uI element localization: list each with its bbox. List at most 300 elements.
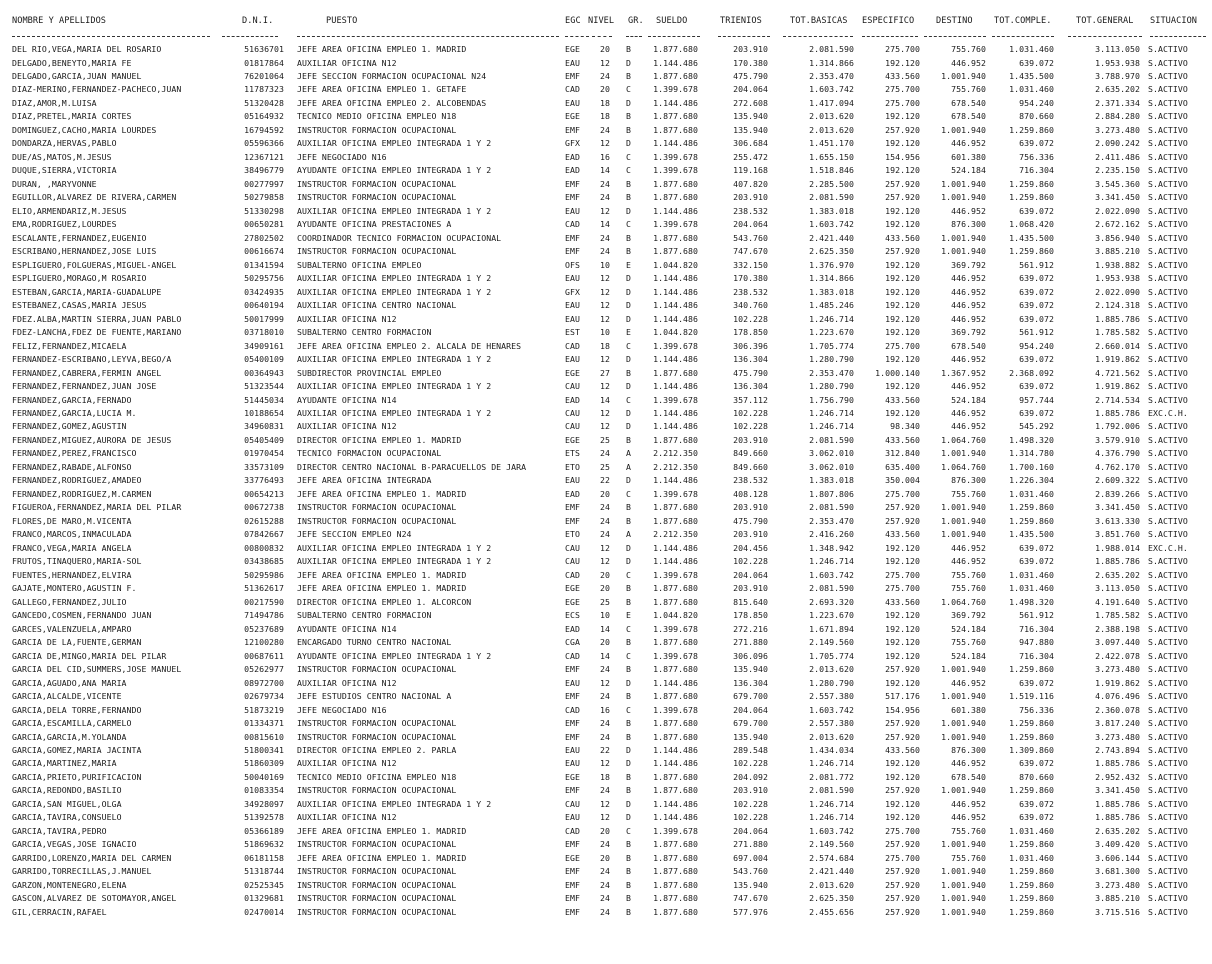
cell-tot-basicas: 1.603.742: [809, 704, 854, 715]
cell-tot-basicas: 1.246.714: [809, 408, 854, 418]
cell-grupo: B: [626, 866, 631, 877]
cell-dni: 33776493: [244, 475, 284, 486]
cell-especifico: 192.120: [885, 138, 920, 149]
cell-grupo: D: [626, 408, 631, 418]
cell-destino: 755.760: [951, 825, 986, 836]
cell-especifico: 257.920: [885, 866, 920, 877]
cell-tot-general: 3.817.240: [1095, 718, 1140, 728]
cell-grupo: E: [626, 610, 631, 621]
cell-nivel: 16: [600, 704, 610, 715]
header-dni: D.N.I.: [242, 16, 274, 26]
cell-tot-general: 2.371.334: [1095, 97, 1140, 108]
cell-grupo: B: [626, 731, 631, 742]
cell-sueldo: 1.399.678: [653, 340, 698, 351]
cell-destino: 446.952: [951, 677, 986, 688]
cell-especifico: 275.700: [885, 825, 920, 836]
cell-dni: 51800341: [244, 745, 284, 755]
table-row: [0, 743, 1212, 757]
cell-nivel: 24: [600, 691, 610, 701]
cell-grupo: B: [626, 124, 631, 135]
table-row: [0, 783, 1212, 797]
cell-tot-comple: 561.912: [1019, 610, 1054, 621]
cell-grupo: A: [626, 448, 631, 459]
cell-especifico: 192.120: [885, 542, 920, 553]
cell-name: FERNANDEZ,GARCIA,FERNADO: [12, 394, 132, 405]
table-row: [0, 460, 1212, 474]
cell-grupo: D: [626, 57, 631, 68]
cell-trienios: 204.064: [733, 84, 768, 95]
header-situacion: SITUACION: [1150, 16, 1198, 26]
cell-egc: EAU: [565, 273, 580, 284]
cell-grupo: D: [626, 556, 631, 567]
cell-situacion: S.ACTIVO: [1148, 461, 1188, 472]
cell-situacion: S.ACTIVO: [1148, 232, 1188, 243]
cell-tot-basicas: 1.383.018: [809, 286, 854, 297]
cell-tot-general: 1.792.006: [1095, 421, 1140, 432]
cell-especifico: 257.920: [885, 785, 920, 796]
cell-situacion: S.ACTIVO: [1148, 745, 1188, 755]
cell-trienios: 102.228: [733, 798, 768, 809]
cell-dni: 12367121: [244, 151, 284, 162]
cell-dni: 05164932: [244, 111, 284, 122]
cell-dni: 51330298: [244, 205, 284, 216]
cell-tot-general: 1.885.786: [1095, 556, 1140, 567]
cell-tot-general: 2.388.198: [1095, 623, 1140, 634]
table-row: [0, 878, 1212, 892]
cell-destino: 446.952: [951, 57, 986, 68]
cell-destino: 876.300: [951, 219, 986, 230]
cell-destino: 446.952: [951, 300, 986, 311]
table-row: [0, 756, 1212, 770]
cell-dni: 03718010: [244, 327, 284, 338]
cell-nivel: 24: [600, 893, 610, 904]
cell-tot-general: 3.613.330: [1095, 515, 1140, 526]
cell-nivel: 12: [600, 354, 610, 364]
cell-grupo: B: [626, 434, 631, 445]
cell-dni: 05596366: [244, 138, 284, 149]
cell-nivel: 24: [600, 246, 610, 257]
cell-egc: EGE: [565, 44, 580, 54]
cell-nivel: 20: [600, 84, 610, 95]
cell-especifico: 192.120: [885, 677, 920, 688]
cell-tot-comple: 756.336: [1019, 704, 1054, 715]
cell-sueldo: 1.877.680: [653, 367, 698, 378]
cell-egc: EMF: [565, 785, 580, 796]
cell-egc: EMF: [565, 839, 580, 850]
cell-tot-general: 1.885.786: [1095, 313, 1140, 324]
cell-dni: 16794592: [244, 124, 284, 135]
cell-grupo: B: [626, 691, 631, 701]
cell-name: DURAN, ,MARYVONNE: [12, 178, 97, 189]
cell-egc: EMF: [565, 178, 580, 189]
cell-grupo: B: [626, 771, 631, 782]
cell-sueldo: 1.399.678: [653, 84, 698, 95]
cell-destino: 1.001.940: [941, 691, 986, 701]
cell-trienios: 272.608: [733, 97, 768, 108]
cell-grupo: B: [626, 515, 631, 526]
cell-puesto: JEFE AREA OFICINA EMPLEO 1. MADRID: [297, 488, 467, 499]
cell-especifico: 192.120: [885, 381, 920, 391]
cell-tot-basicas: 1.603.742: [809, 825, 854, 836]
cell-name: DEL RIO,VEGA,MARIA DEL ROSARIO: [12, 44, 162, 54]
cell-tot-basicas: 2.013.620: [809, 111, 854, 122]
table-row: [0, 339, 1212, 353]
table-row: [0, 810, 1212, 824]
cell-especifico: 257.920: [885, 879, 920, 890]
cell-egc: EMF: [565, 124, 580, 135]
cell-sueldo: 1.399.678: [653, 219, 698, 230]
cell-egc: EAU: [565, 354, 580, 364]
cell-name: GARRIDO,LORENZO,MARIA DEL CARMEN: [12, 852, 172, 863]
cell-trienios: 119.168: [733, 165, 768, 176]
cell-especifico: 257.920: [885, 893, 920, 904]
cell-nivel: 22: [600, 475, 610, 486]
cell-destino: 755.760: [951, 583, 986, 594]
cell-grupo: D: [626, 677, 631, 688]
cell-situacion: S.ACTIVO: [1148, 758, 1188, 769]
cell-grupo: B: [626, 893, 631, 904]
cell-situacion: S.ACTIVO: [1148, 57, 1188, 68]
cell-tot-basicas: 2.574.684: [809, 852, 854, 863]
cell-name: FIGUEROA,FERNANDEZ,MARIA DEL PILAR: [12, 502, 182, 513]
cell-nivel: 25: [600, 461, 610, 472]
cell-situacion: S.ACTIVO: [1148, 97, 1188, 108]
cell-tot-basicas: 1.705.774: [809, 340, 854, 351]
cell-destino: 446.952: [951, 421, 986, 432]
cell-tot-general: 1.785.582: [1095, 327, 1140, 338]
cell-name: GALLEGO,FERNANDEZ,JULIO: [12, 596, 127, 607]
cell-grupo: B: [626, 785, 631, 796]
cell-puesto: TECNICO MEDIO OFICINA EMPLEO N18: [297, 111, 457, 122]
cell-puesto: INSTRUCTOR FORMACION OCUPACIONAL: [297, 664, 457, 675]
cell-trienios: 204.064: [733, 569, 768, 580]
cell-nivel: 18: [600, 97, 610, 108]
cell-destino: 678.540: [951, 111, 986, 122]
cell-nivel: 12: [600, 286, 610, 297]
cell-destino: 1.001.940: [941, 785, 986, 796]
table-row: [0, 325, 1212, 339]
cell-tot-general: 2.743.894: [1095, 745, 1140, 755]
cell-sueldo: 1.877.680: [653, 785, 698, 796]
cell-sueldo: 1.144.486: [653, 812, 698, 823]
cell-puesto: SUBALTERNO CENTRO FORMACION: [297, 610, 432, 621]
cell-especifico: 433.560: [885, 596, 920, 607]
cell-especifico: 257.920: [885, 178, 920, 189]
cell-trienios: 747.670: [733, 893, 768, 904]
cell-tot-general: 3.273.480: [1095, 731, 1140, 742]
cell-especifico: 312.840: [885, 448, 920, 459]
cell-dni: 07842667: [244, 529, 284, 540]
header-dash: [592, 36, 612, 37]
cell-tot-basicas: 2.353.470: [809, 515, 854, 526]
cell-situacion: S.ACTIVO: [1148, 812, 1188, 823]
cell-destino: 1.001.940: [941, 718, 986, 728]
cell-tot-general: 1.919.862: [1095, 677, 1140, 688]
cell-destino: 755.760: [951, 84, 986, 95]
cell-name: FRANCO,VEGA,MARIA ANGELA: [12, 542, 132, 553]
cell-tot-general: 2.022.090: [1095, 205, 1140, 216]
cell-especifico: 192.120: [885, 798, 920, 809]
cell-puesto: AUXILIAR OFICINA EMPLEO INTEGRADA 1 Y 2: [297, 542, 492, 553]
cell-name: DIAZ,PRETEL,MARIA CORTES: [12, 111, 132, 122]
cell-nivel: 12: [600, 421, 610, 432]
cell-grupo: E: [626, 327, 631, 338]
cell-grupo: B: [626, 906, 631, 917]
cell-sueldo: 2.212.350: [653, 461, 698, 472]
cell-nivel: 20: [600, 488, 610, 499]
cell-nivel: 12: [600, 300, 610, 311]
cell-puesto: AYUDANTE OFICINA EMPLEO INTEGRADA 1 Y 2: [297, 650, 492, 661]
table-row: [0, 649, 1212, 663]
cell-puesto: AUXILIAR OFICINA EMPLEO INTEGRADA 1 Y 2: [297, 798, 492, 809]
cell-sueldo: 1.144.486: [653, 475, 698, 486]
cell-tot-general: 3.409.420: [1095, 839, 1140, 850]
cell-tot-comple: 716.304: [1019, 650, 1054, 661]
cell-grupo: D: [626, 745, 631, 755]
cell-dni: 00672738: [244, 502, 284, 513]
cell-tot-general: 3.681.300: [1095, 866, 1140, 877]
cell-egc: EGE: [565, 852, 580, 863]
column-header-row: [0, 14, 1212, 28]
cell-situacion: S.ACTIVO: [1148, 178, 1188, 189]
cell-dni: 76201064: [244, 71, 284, 81]
cell-name: DUQUE,SIERRA,VICTORIA: [12, 165, 117, 176]
cell-puesto: AUXILIAR OFICINA EMPLEO INTEGRADA 1 Y 2: [297, 205, 492, 216]
cell-nivel: 20: [600, 569, 610, 580]
cell-grupo: B: [626, 246, 631, 257]
cell-tot-general: 2.090.242: [1095, 138, 1140, 149]
cell-sueldo: 1.877.680: [653, 731, 698, 742]
table-row: [0, 82, 1212, 96]
cell-dni: 01817864: [244, 57, 284, 68]
cell-egc: EMF: [565, 502, 580, 513]
cell-tot-comple: 639.072: [1019, 273, 1054, 284]
table-row: [0, 298, 1212, 312]
cell-sueldo: 1.877.680: [653, 178, 698, 189]
cell-sueldo: 1.877.680: [653, 232, 698, 243]
cell-tot-basicas: 2.081.590: [809, 583, 854, 594]
cell-grupo: C: [626, 623, 631, 634]
cell-tot-comple: 1.031.460: [1009, 84, 1054, 95]
cell-trienios: 135.940: [733, 731, 768, 742]
cell-grupo: D: [626, 97, 631, 108]
cell-tot-general: 1.919.862: [1095, 381, 1140, 391]
cell-tot-comple: 954.240: [1019, 97, 1054, 108]
cell-dni: 10188654: [244, 408, 284, 418]
cell-dni: 27802502: [244, 232, 284, 243]
cell-trienios: 102.228: [733, 313, 768, 324]
cell-name: DUE/AS,MATOS,M.JESUS: [12, 151, 112, 162]
cell-tot-general: 2.660.014: [1095, 340, 1140, 351]
cell-tot-comple: 954.240: [1019, 340, 1054, 351]
cell-name: FDEZ.ALBA,MARTIN SIERRA,JUAN PABLO: [12, 313, 182, 324]
cell-puesto: JEFE NEGOCIADO N16: [297, 151, 387, 162]
cell-sueldo: 1.044.820: [653, 610, 698, 621]
cell-dni: 34909161: [244, 340, 284, 351]
table-row: [0, 366, 1212, 380]
cell-destino: 1.001.940: [941, 502, 986, 513]
cell-trienios: 135.940: [733, 111, 768, 122]
cell-tot-basicas: 1.417.094: [809, 97, 854, 108]
cell-egc: EMF: [565, 718, 580, 728]
cell-situacion: S.ACTIVO: [1148, 664, 1188, 675]
table-row: [0, 541, 1212, 555]
cell-dni: 51318744: [244, 866, 284, 877]
table-row: [0, 864, 1212, 878]
cell-tot-basicas: 2.081.590: [809, 434, 854, 445]
cell-sueldo: 1.144.486: [653, 313, 698, 324]
cell-especifico: 192.120: [885, 57, 920, 68]
cell-situacion: S.ACTIVO: [1148, 273, 1188, 284]
cell-puesto: INSTRUCTOR FORMACION OCUPACIONAL: [297, 785, 457, 796]
cell-trienios: 203.910: [733, 785, 768, 796]
cell-egc: EGE: [565, 367, 580, 378]
header-nivel: NIVEL: [588, 16, 615, 26]
cell-tot-comple: 1.259.860: [1009, 124, 1054, 135]
header-dash: [626, 36, 642, 37]
cell-tot-basicas: 1.246.714: [809, 758, 854, 769]
cell-tot-comple: 1.259.860: [1009, 906, 1054, 917]
cell-sueldo: 1.877.680: [653, 502, 698, 513]
cell-tot-comple: 639.072: [1019, 205, 1054, 216]
cell-puesto: INSTRUCTOR FORMACION OCUPACIONAL: [297, 124, 457, 135]
cell-especifico: 433.560: [885, 434, 920, 445]
cell-name: FERNANDEZ,MIGUEZ,AURORA DE JESUS: [12, 434, 172, 445]
cell-grupo: D: [626, 354, 631, 364]
cell-grupo: C: [626, 219, 631, 230]
cell-nivel: 18: [600, 340, 610, 351]
header-name: NOMBRE Y APELLIDOS: [12, 16, 107, 26]
cell-nivel: 12: [600, 57, 610, 68]
cell-tot-basicas: 2.013.620: [809, 124, 854, 135]
cell-trienios: 203.910: [733, 192, 768, 203]
cell-destino: 1.001.940: [941, 893, 986, 904]
cell-sueldo: 1.144.486: [653, 421, 698, 432]
cell-egc: CAU: [565, 408, 580, 418]
cell-egc: EMF: [565, 879, 580, 890]
cell-tot-comple: 1.031.460: [1009, 825, 1054, 836]
cell-puesto: JEFE AREA OFICINA EMPLEO 1. MADRID: [297, 825, 467, 836]
table-row: [0, 581, 1212, 595]
cell-puesto: AUXILIAR OFICINA N12: [297, 812, 397, 823]
cell-puesto: AYUDANTE OFICINA N14: [297, 623, 397, 634]
cell-sueldo: 1.144.486: [653, 300, 698, 311]
cell-especifico: 154.956: [885, 704, 920, 715]
table-row: [0, 231, 1212, 245]
cell-destino: 1.001.940: [941, 839, 986, 850]
cell-tot-comple: 1.259.860: [1009, 515, 1054, 526]
cell-egc: EAD: [565, 151, 580, 162]
cell-name: GARCIA,ALCALDE,VICENTE: [12, 691, 122, 701]
cell-situacion: S.ACTIVO: [1148, 785, 1188, 796]
cell-destino: 1.001.940: [941, 515, 986, 526]
cell-tot-comple: 639.072: [1019, 300, 1054, 311]
table-row: [0, 150, 1212, 164]
cell-tot-basicas: 2.557.380: [809, 718, 854, 728]
cell-name: DELGADO,GARCIA,JUAN MANUEL: [12, 71, 142, 81]
cell-destino: 1.001.940: [941, 124, 986, 135]
cell-tot-comple: 1.031.460: [1009, 488, 1054, 499]
cell-egc: EAU: [565, 475, 580, 486]
cell-tot-comple: 1.259.860: [1009, 664, 1054, 675]
cell-destino: 876.300: [951, 745, 986, 755]
cell-egc: EST: [565, 327, 580, 338]
cell-name: GARCIA,PRIETO,PURIFICACION: [12, 771, 142, 782]
cell-puesto: INSTRUCTOR FORMACION OCUPACIONAL: [297, 893, 457, 904]
cell-situacion: S.ACTIVO: [1148, 650, 1188, 661]
cell-grupo: D: [626, 286, 631, 297]
cell-grupo: B: [626, 664, 631, 675]
cell-tot-general: 3.341.450: [1095, 502, 1140, 513]
cell-tot-comple: 561.912: [1019, 259, 1054, 270]
cell-trienios: 204.456: [733, 542, 768, 553]
cell-puesto: INSTRUCTOR FORMACION OCUPACIONAL: [297, 718, 457, 728]
header-egc: EGC: [565, 16, 581, 26]
cell-sueldo: 1.144.486: [653, 97, 698, 108]
cell-sueldo: 1.877.680: [653, 839, 698, 850]
cell-destino: 369.792: [951, 327, 986, 338]
cell-nivel: 14: [600, 623, 610, 634]
cell-puesto: INSTRUCTOR FORMACION OCUPACIONAL: [297, 192, 457, 203]
cell-name: GARCIA,VEGAS,JOSE IGNACIO: [12, 839, 137, 850]
cell-situacion: EXC.C.H.: [1148, 408, 1188, 418]
cell-puesto: AUXILIAR OFICINA EMPLEO INTEGRADA 1 Y 2: [297, 354, 492, 364]
cell-tot-basicas: 1.807.806: [809, 488, 854, 499]
cell-tot-basicas: 1.314.866: [809, 273, 854, 284]
cell-name: GARCIA,SAN MIGUEL,OLGA: [12, 798, 122, 809]
cell-dni: 50295986: [244, 569, 284, 580]
cell-situacion: S.ACTIVO: [1148, 340, 1188, 351]
cell-name: ESCALANTE,FERNANDEZ,EUGENIO: [12, 232, 147, 243]
cell-trienios: 203.910: [733, 434, 768, 445]
cell-grupo: D: [626, 758, 631, 769]
cell-name: FUENTES,HERNANDEZ,ELVIRA: [12, 569, 132, 580]
cell-tot-basicas: 3.062.010: [809, 461, 854, 472]
cell-dni: 38496779: [244, 165, 284, 176]
cell-name: DELGADO,BENEYTO,MARIA FE: [12, 57, 132, 68]
cell-nivel: 12: [600, 205, 610, 216]
cell-situacion: S.ACTIVO: [1148, 111, 1188, 122]
cell-situacion: S.ACTIVO: [1148, 825, 1188, 836]
cell-tot-basicas: 2.081.590: [809, 785, 854, 796]
cell-tot-comple: 1.068.420: [1009, 219, 1054, 230]
cell-sueldo: 1.144.486: [653, 408, 698, 418]
cell-sueldo: 1.044.820: [653, 259, 698, 270]
cell-trienios: 815.640: [733, 596, 768, 607]
cell-tot-comple: 639.072: [1019, 354, 1054, 364]
cell-tot-general: 3.606.144: [1095, 852, 1140, 863]
cell-trienios: 204.064: [733, 704, 768, 715]
cell-sueldo: 1.877.680: [653, 771, 698, 782]
cell-tot-comple: 1.259.860: [1009, 879, 1054, 890]
cell-puesto: SUBALTERNO CENTRO FORMACION: [297, 327, 432, 338]
cell-tot-general: 1.953.938: [1095, 273, 1140, 284]
cell-egc: EMF: [565, 664, 580, 675]
table-row: [0, 716, 1212, 730]
cell-nivel: 24: [600, 839, 610, 850]
cell-tot-basicas: 2.149.560: [809, 839, 854, 850]
cell-tot-general: 4.721.562: [1095, 367, 1140, 378]
header-dash: [648, 36, 700, 37]
cell-sueldo: 1.144.486: [653, 542, 698, 553]
cell-grupo: C: [626, 569, 631, 580]
cell-situacion: S.ACTIVO: [1148, 637, 1188, 648]
cell-nivel: 24: [600, 515, 610, 526]
cell-situacion: S.ACTIVO: [1148, 677, 1188, 688]
cell-name: GARCIA,REDONDO,BASILIO: [12, 785, 122, 796]
cell-tot-general: 3.097.440: [1095, 637, 1140, 648]
cell-puesto: AUXILIAR OFICINA EMPLEO INTEGRADA 1 Y 2: [297, 273, 492, 284]
